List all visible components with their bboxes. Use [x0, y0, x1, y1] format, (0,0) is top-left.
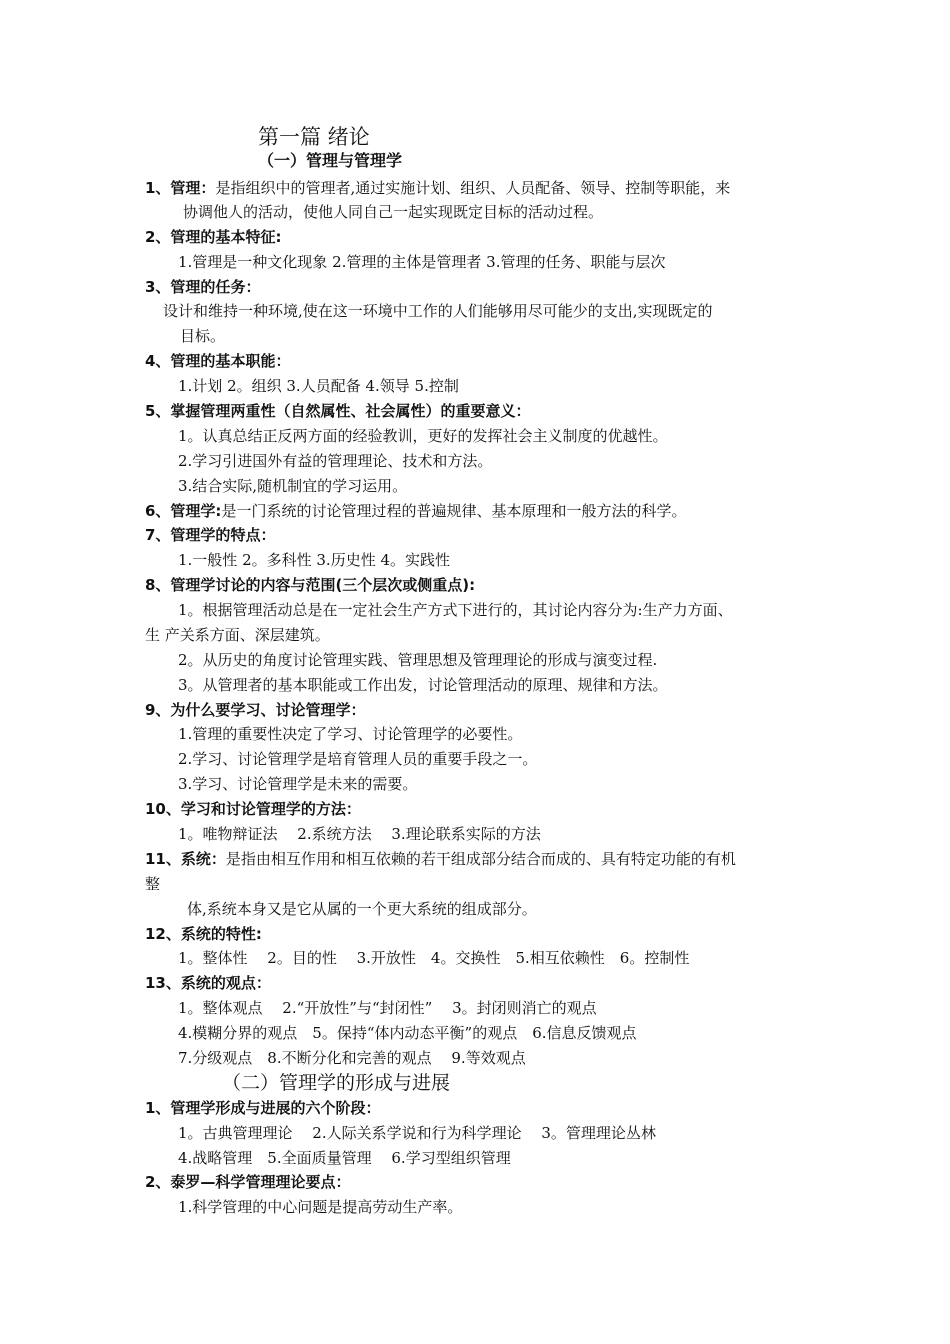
item-1-text: 是指组织中的管理者,通过实施计划、组织、人员配备、领导、控制等职能，来	[215, 179, 731, 197]
item-9-line-1: 1.管理的重要性决定了学习、讨论管理学的必要性。	[178, 725, 523, 743]
item-3-line-1: 设计和维持一种环境,使在这一环境中工作的人们能够用尽可能少的支出,实现既定的	[163, 302, 713, 320]
item-6-heading: 6、管理学:是一门系统的讨论管理过程的普遍规律、基本原理和一般方法的科学。	[145, 502, 687, 520]
section-heading-2: （二）管理学的形成与进展	[222, 1072, 451, 1094]
page-title: 第一篇 绪论	[258, 125, 370, 149]
item-5-line-2: 2.学习引进国外有益的管理理论、技术和方法。	[178, 452, 493, 470]
item-12-line-1: 1。整体性 2。目的性 3.开放性 4。交换性 5.相互依赖性 6。控制性	[178, 949, 690, 967]
part2-item-2-line-1: 1.科学管理的中心问题是提高劳动生产率。	[178, 1198, 463, 1216]
item-5-heading: 5、掌握管理两重性（自然属性、社会属性）的重要意义：	[145, 402, 531, 420]
item-13-line-2: 4.模糊分界的观点 5。保持“体内动态平衡”的观点 6.信息反馈观点	[178, 1024, 637, 1042]
item-1-heading: 1、管理：是指组织中的管理者,通过实施计划、组织、人员配备、领导、控制等职能，来	[145, 179, 731, 197]
item-1-continuation: 协调他人的活动，使他人同自己一起实现既定目标的活动过程。	[183, 203, 604, 221]
item-12-heading: 12、系统的特性:	[145, 925, 262, 943]
item-9-line-2: 2.学习、讨论管理学是培育管理人员的重要手段之一。	[178, 750, 538, 768]
item-10-line-1: 1。唯物辩证法 2.系统方法 3.理论联系实际的方法	[178, 825, 541, 843]
part2-item-1-heading: 1、管理学形成与进展的六个阶段：	[145, 1099, 381, 1117]
item-11-line-2: 体,系统本身又是它从属的一个更大系统的组成部分。	[187, 900, 537, 918]
item-4-heading: 4、管理的基本职能：	[145, 352, 291, 370]
item-8-line-2: 生 产关系方面、深层建筑。	[145, 626, 330, 644]
item-5-line-1: 1。认真总结正反两方面的经验教训，更好的发挥社会主义制度的优越性。	[178, 427, 668, 445]
item-7-line-1: 1.一般性 2。多科性 3.历史性 4。实践性	[178, 551, 451, 569]
item-10-heading: 10、学习和讨论管理学的方法：	[145, 800, 361, 818]
item-9-line-3: 3.学习、讨论管理学是未来的需要。	[178, 775, 418, 793]
part2-item-1-line-2: 4.战略管理 5.全面质量管理 6.学习型组织管理	[178, 1149, 511, 1167]
item-4-line-1: 1.计划 2。组织 3.人员配备 4.领导 5.控制	[178, 377, 459, 395]
item-6-text: 是一门系统的讨论管理过程的普遍规律、基本原理和一般方法的科学。	[221, 502, 687, 520]
item-11-line-1: 整	[145, 875, 161, 893]
item-8-heading: 8、管理学讨论的内容与范围(三个层次或侧重点):	[145, 576, 476, 594]
item-8-line-1: 1。根据管理活动总是在一定社会生产方式下进行的，其讨论内容分为:生产力方面、	[178, 601, 733, 619]
item-8-line-4: 3。从管理者的基本职能或工作出发，讨论管理活动的原理、规律和方法。	[178, 676, 668, 694]
item-3-heading: 3、管理的任务：	[145, 278, 261, 296]
item-13-line-3: 7.分级观点 8.不断分化和完善的观点 9.等效观点	[178, 1049, 526, 1067]
item-8-line-3: 2。从历史的角度讨论管理实践、管理思想及管理理论的形成与演变过程.	[178, 651, 658, 669]
item-5-line-3: 3.结合实际,随机制宜的学习运用。	[178, 477, 408, 495]
part2-item-1-line-1: 1。古典管理理论 2.人际关系学说和行为科学理论 3。管理理论丛林	[178, 1124, 656, 1142]
item-11-text: 是指由相互作用和相互依赖的若干组成部分结合而成的、具有特定功能的有机	[225, 850, 736, 868]
part2-item-2-heading: 2、泰罗—科学管理理论要点：	[145, 1173, 351, 1191]
item-3-line-2: 目标。	[180, 327, 226, 345]
item-7-heading: 7、管理学的特点：	[145, 526, 276, 544]
item-9-heading: 9、为什么要学习、讨论管理学：	[145, 701, 366, 719]
item-2-heading: 2、管理的基本特征:	[145, 228, 282, 246]
item-13-heading: 13、系统的观点：	[145, 974, 271, 992]
item-2-line-1: 1.管理是一种文化现象 2.管理的主体是管理者 3.管理的任务、职能与层次	[178, 253, 666, 271]
section-heading-1: （一）管理与管理学	[258, 151, 403, 170]
item-11-heading: 11、系统：是指由相互作用和相互依赖的若干组成部分结合而成的、具有特定功能的有机	[145, 850, 736, 868]
item-13-line-1: 1。整体观点 2.“开放性”与“封闭性” 3。封闭则消亡的观点	[178, 999, 597, 1017]
